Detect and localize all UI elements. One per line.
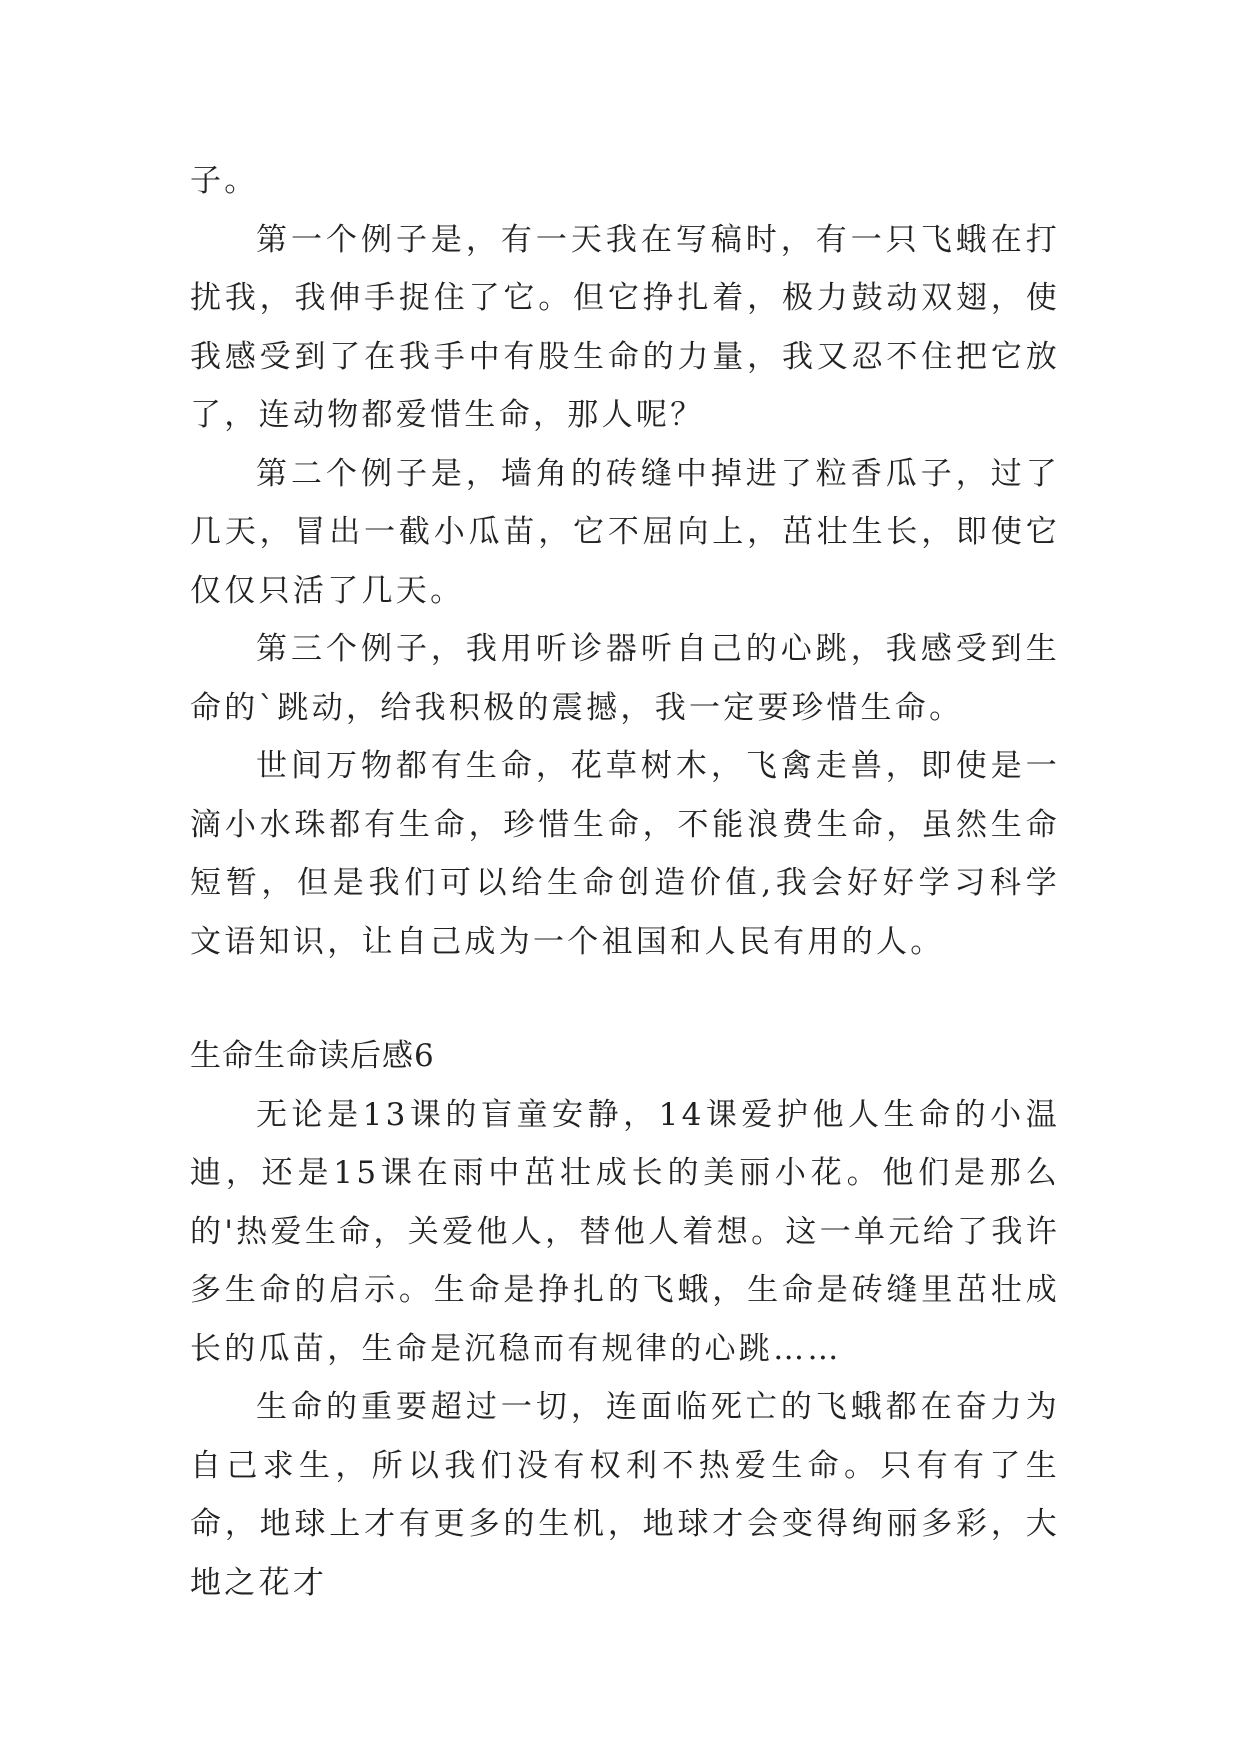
paragraph-example-two: 第二个例子是，墙角的砖缝中掉进了粒香瓜子，过了几天，冒出一截小瓜苗，它不屈向上，茁壮生长，即使它仅仅只活了几天。 (190, 455, 1060, 609)
paragraph-example-one: 第一个例子是，有一天我在写稿时，有一只飞蛾在打扰我，我伸手捉住了它。但它挣扎着，极力鼓动双翅，使我感受到了在我手中有股生命的力量，我又忍不住把它放了，连动物都爱惜生命，那人呢？ (190, 221, 1060, 433)
section-heading: 生命生命读后感6 (190, 1038, 435, 1074)
paragraph-conclusion: 世间万物都有生命，花草树木，飞禽走兽，即使是一滴小水珠都有生命，珍惜生命，不能浪费生命，虽然生命短暂，但是我们可以给生命创造价值,我会好好学习科学文语知识，让自己成为一个祖国和人民有用的人。 (190, 748, 1060, 960)
paragraph-importance-of-life: 生命的重要超过一切，连面临死亡的飞蛾都在奋力为自己求生，所以我们没有权利不热爱生命。只有有了生命，地球上才有更多的生机，地球才会变得绚丽多彩，大地之花才 (190, 1389, 1060, 1601)
continuation-paragraph: 子。 (190, 163, 259, 199)
paragraph-unit-summary: 无论是13课的盲童安静，14课爱护他人生命的小温迪，还是15课在雨中茁壮成长的美丽小花。他们是那么的'热爱生命，关爱他人，替他人着想。这一单元给了我许多生命的启示。生命是挣扎的飞蛾，生命是砖缝里茁壮成长的瓜苗，生命是沉稳而有规律的心跳…… (190, 1096, 1060, 1367)
document-page (190, 152, 1060, 1612)
paragraph-example-three: 第三个例子，我用听诊器听自己的心跳，我感受到生命的`跳动，给我积极的震撼，我一定要珍惜生命。 (190, 631, 1060, 726)
